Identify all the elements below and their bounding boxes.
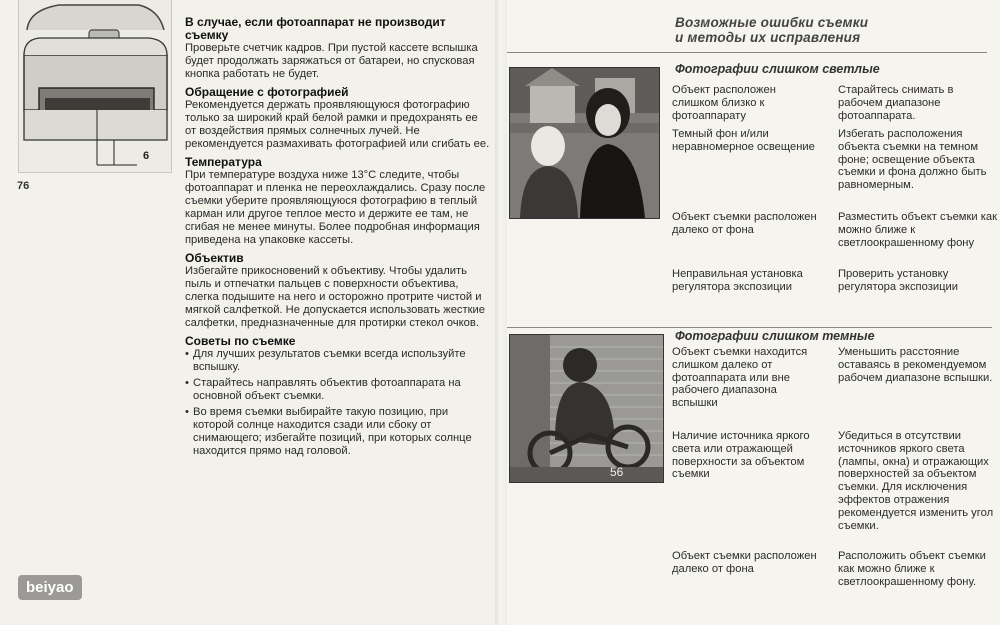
photo-too-bright-example <box>509 67 660 219</box>
section-tips <box>185 335 490 458</box>
section-heading: Объектив <box>185 251 244 265</box>
book-gutter <box>495 0 507 625</box>
cause-text: Наличие источника яркого света или отражающей поверхности за объектом съемки <box>672 430 810 481</box>
divider <box>507 52 987 53</box>
tips-list <box>185 348 490 458</box>
section-heading: В случае, если фотоаппарат не производит съемку <box>185 15 446 42</box>
section-photo-handling <box>185 86 490 151</box>
page-title-line: Возможные ошибки съемки <box>675 15 869 30</box>
list-item: • Для лучших результатов съемки всегда используйте вспышку. <box>185 348 490 374</box>
fix-text: Старайтесь снимать в рабочем диапазоне фотоаппарата. <box>838 84 954 122</box>
section-camera-not-shooting <box>185 16 490 81</box>
section-body: При температуре воздуха ниже 13°C следите, чтобы фотоаппарат и пленка не переохлаждались. Сразу после съемки уберите проявляющуюся фотографию в теплый карман или другое теплое место и держите ее там, не сгибая не менее минуты. Более подробная информация приведена на упаковке кассеты. <box>185 169 486 246</box>
list-item: • Во время съемки выбирайте такую позицию, при которой солнце находится сзади или сбоку от снимающего; избегайте позиций, при которых солнце находится прямо над головой. <box>185 406 490 458</box>
camera-illustration-drawing <box>19 0 171 172</box>
fix-text: Расположить объект съемки как можно ближе к светлоокрашенному фону. <box>838 550 986 588</box>
section-body: Рекомендуется держать проявляющуюся фотографию только за широкий край белой рамки и предохранять ее от воздействия прямых солнечных лучей. Не рекомендуется размахивать фотографией или сгибать ее. <box>185 99 490 150</box>
list-item: • Старайтесь направлять объектив фотоаппарата на основной объект съемки. <box>185 377 490 403</box>
cause-text: Объект съемки расположен далеко от фона <box>672 211 817 236</box>
fix-text: Избегать расположения объекта съемки на темном фоне; освещение объекта съемки и фона должно быть равномерным. <box>838 128 987 192</box>
fix-text: Уменьшить расстояние оставаясь в рекомендуемом рабочем диапазоне вспышки. <box>838 346 993 384</box>
page-title <box>675 15 995 45</box>
section-title-too-dark: Фотографии слишком темные <box>675 329 875 343</box>
right-page <box>507 0 1000 625</box>
watermark-badge: beiyao <box>18 575 82 600</box>
divider <box>507 327 992 328</box>
camera-illustration <box>18 0 172 173</box>
left-text-column <box>185 16 490 461</box>
page-number: 76 <box>17 180 30 192</box>
photo-too-bright-drawing <box>510 68 659 218</box>
page-title-line: и методы их исправления <box>675 30 861 45</box>
section-temperature <box>185 156 490 247</box>
cause-text: Неправильная установка регулятора экспозиции <box>672 268 803 293</box>
section-heading: Обращение с фотографией <box>185 85 349 99</box>
section-lens <box>185 252 490 330</box>
figure-label: 6 <box>143 150 150 162</box>
photo-frame-number: 56 <box>610 465 624 479</box>
fix-text: Разместить объект съемки как можно ближе к светлоокрашенному фону <box>838 211 997 249</box>
photo-too-dark-example <box>509 334 664 483</box>
cause-text: Объект расположен слишком близко к фотоаппарату <box>672 84 776 122</box>
fix-text: Проверить установку регулятора экспозиции <box>838 268 958 293</box>
tips-heading: Советы по съемке <box>185 334 296 348</box>
photo-too-dark-drawing <box>510 335 663 482</box>
section-body: Избегайте прикосновений к объективу. Чтобы удалить пыль и отпечатки пальцев с поверхности объектива, слегка подышите на него и осторожно протрите чистой и мягкой салфеткой. Не допускается использовать жесткие салфетки, предназначенные для протирки стекол очков. <box>185 265 486 329</box>
cause-text: Темный фон и/или неравномерное освещение <box>672 128 815 153</box>
left-page <box>0 0 495 625</box>
cause-text: Объект съемки расположен далеко от фона <box>672 550 817 575</box>
section-heading: Температура <box>185 155 262 169</box>
fix-text: Убедиться в отсутствии источников яркого света (лампы, окна) и отражающих поверхностей за объектом съемки. Для исключения эффектов отражения рекомендуется изменить угол съемки. <box>838 430 994 532</box>
section-body: Проверьте счетчик кадров. При пустой кассете вспышка будет продолжать заряжаться от батареи, но спусковая кнопка работать не будет. <box>185 42 478 80</box>
cause-text: Объект съемки находится слишком далеко от фотоаппарата или вне рабочего диапазона вспышки <box>672 346 808 410</box>
section-title-too-bright: Фотографии слишком светлые <box>675 62 880 76</box>
